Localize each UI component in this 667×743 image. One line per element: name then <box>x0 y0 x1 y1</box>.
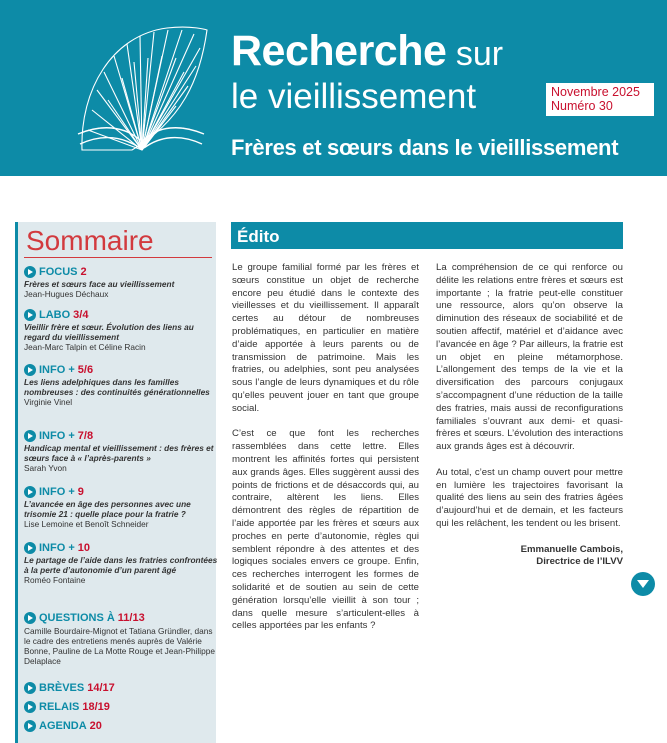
section-desc: Handicap mental et vieillissement : des frères et sœurs face à « l’après-parents » <box>24 443 214 463</box>
section-pages: 11/13 <box>117 612 145 624</box>
section-desc: Frères et sœurs face au vieillissement <box>24 279 175 289</box>
signature-name: Emmanuelle Cambois, <box>520 543 623 555</box>
edito-paragraph: La compréhension de ce qui renforce ou délite les relations entre frères et sœurs est importante ; la fratrie peut-elle constituer une ressource, alors qu’on observe la diminution des réseaux de sociabilité et de soutien affectif, matériel et d’aidance avec l’avancée en âge ? Par ailleurs, la fratrie est un objet en pleine métamorphose. L’allongement des temps de la vie et la diversification des parcours conjugaux s’accompagnent d’une réduction de la taille des fratries, mais aussi de reconfigurations familiales s’ouvrant aux demi- et quasi-frères et sœurs. L’évolution des interactions aux grands âges est à découvrir. <box>436 262 623 453</box>
sommaire-item-info-10[interactable] <box>24 542 219 585</box>
play-arrow-icon <box>24 364 36 376</box>
section-author: Jean-Hugues Déchaux <box>24 289 109 299</box>
sommaire-item-breves[interactable] <box>24 682 219 694</box>
play-arrow-icon <box>24 542 36 554</box>
sommaire-item-info-9[interactable] <box>24 486 219 529</box>
section-label: INFO + <box>39 364 75 376</box>
section-pages: 3/4 <box>73 309 89 321</box>
section-author: Roméo Fontaine <box>24 575 86 585</box>
sommaire-item-info-7-8[interactable] <box>24 430 219 473</box>
edito-paragraph: Au total, c’est un champ ouvert pour mettre en lumière les trajectoires favorisant la qualité des liens au sein des fratries âgées d’aujourd’hui et de demain, et les facteurs qui les relâchent, les tendent ou les brisent. <box>436 466 623 529</box>
scroll-down-icon[interactable] <box>631 572 655 596</box>
play-arrow-icon <box>24 682 36 694</box>
section-pages: 5/6 <box>77 364 94 376</box>
play-arrow-icon <box>24 701 36 713</box>
sommaire-item-questions[interactable] <box>24 612 219 666</box>
issue-number: Numéro 30 <box>551 99 613 113</box>
play-arrow-icon <box>24 309 36 321</box>
issue-date: Novembre 2025 <box>551 85 640 99</box>
edito-paragraph: Le groupe familial formé par les frères et sœurs constitue un objet de recherche encore peu étudié dans le contexte des vieillesses et du vieillissement. Il apparaît certes au détour de nombreuses problématiques, en particulier en matière d’aide apportée à leurs parents ou de transmission de patrimoine. Mais les fratries, ou adelphies, sont peu analysées sous l’angle de leurs dynamiques et du rôle qu’elles peuvent jouer en tant que groupe social. <box>232 262 419 414</box>
section-pages: 20 <box>89 720 102 732</box>
section-author: Jean-Marc Talpin et Céline Racin <box>24 342 146 352</box>
sommaire-panel <box>15 222 216 743</box>
sommaire-item-focus[interactable] <box>24 266 219 299</box>
sommaire-title: Sommaire <box>26 225 154 256</box>
section-pages: 9 <box>77 486 84 498</box>
play-arrow-icon <box>24 612 36 624</box>
section-desc: Vieillir frère et sœur. Évolution des liens au regard du vieillissement <box>24 322 194 342</box>
section-pages: 2 <box>80 266 87 278</box>
section-label: INFO + <box>39 486 75 498</box>
section-author: Lise Lemoine et Benoît Schneider <box>24 519 149 529</box>
sommaire-item-info-5-6[interactable] <box>24 364 219 407</box>
edito-paragraph: C’est ce que font les recherches rassemblées dans cette lettre. Elles montrent les affinités fortes qui persistent aux grands âges. Elles suggèrent aussi des points de frictions et de désaccords qui, au contraire, altèrent les liens. Elles démontrent des règles de répartition de l’aide apportée par les frères et sœurs aux proches en perte d’autonomie, règles qui semblent répondre à des attentes et des logiques sociales envers ce groupe. Enfin, ces recherches interrogent les formes de solidarité et de soutien au sein de cette génération lorsqu’elle vieillit à son tour ; dans quelle mesure s’articulent-elles à celles apportées par les enfants ? <box>232 428 419 632</box>
edito-heading: Édito <box>231 222 623 249</box>
section-desc: Le partage de l’aide dans les fratries confrontées à la perte d’autonomie d’un parent âgé <box>24 555 218 575</box>
play-arrow-icon <box>24 430 36 442</box>
sommaire-item-relais[interactable] <box>24 701 219 713</box>
section-label: RELAIS <box>39 701 80 713</box>
play-arrow-icon <box>24 486 36 498</box>
section-author: Virginie Vinel <box>24 397 73 407</box>
play-arrow-icon <box>24 720 36 732</box>
play-arrow-icon <box>24 266 36 278</box>
header-banner <box>0 0 667 176</box>
signature-role: Directrice de l’ILVV <box>536 556 623 568</box>
ginkgo-leaf-icon <box>72 0 212 160</box>
sommaire-item-agenda[interactable] <box>24 720 219 732</box>
section-label: BRÈVES <box>39 682 85 694</box>
section-pages: 7/8 <box>77 430 94 442</box>
section-label: AGENDA <box>39 720 87 732</box>
section-label: LABO <box>39 309 71 321</box>
section-desc: Les liens adelphiques dans les familles nombreuses : des continuités générationnelles <box>24 377 210 397</box>
section-label: INFO + <box>39 430 75 442</box>
section-pages: 10 <box>77 542 91 554</box>
title-sur: sur <box>446 35 504 73</box>
section-label: FOCUS <box>39 266 78 278</box>
edito-column-2 <box>436 262 623 569</box>
section-label: INFO + <box>39 542 75 554</box>
section-pages: 14/17 <box>87 682 115 694</box>
section-label: QUESTIONS À <box>39 612 115 624</box>
section-author: Sarah Yvon <box>24 463 67 473</box>
edito-column-1 <box>232 262 419 646</box>
issue-subtitle: Frères et sœurs dans le vieillissement <box>231 135 619 160</box>
sommaire-item-labo[interactable] <box>24 309 219 352</box>
section-pages: 18/19 <box>82 701 110 713</box>
sommaire-divider <box>24 257 212 258</box>
issue-box <box>546 83 654 116</box>
title-vieillissement: le vieillissement <box>231 77 477 116</box>
title-recherche: Recherche sur <box>231 27 504 75</box>
edito-signature <box>436 544 623 570</box>
section-author: Camille Bourdaire-Mignot et Tatiana Gründler, dans le cadre des entretiens menés auprès de Valérie Bonne, Pauline de La Motte Rouge et Jean-Philippe Delaplace <box>24 626 215 666</box>
section-desc: L’avancée en âge des personnes avec une trisomie 21 : quelle place pour la fratrie ? <box>24 499 191 519</box>
